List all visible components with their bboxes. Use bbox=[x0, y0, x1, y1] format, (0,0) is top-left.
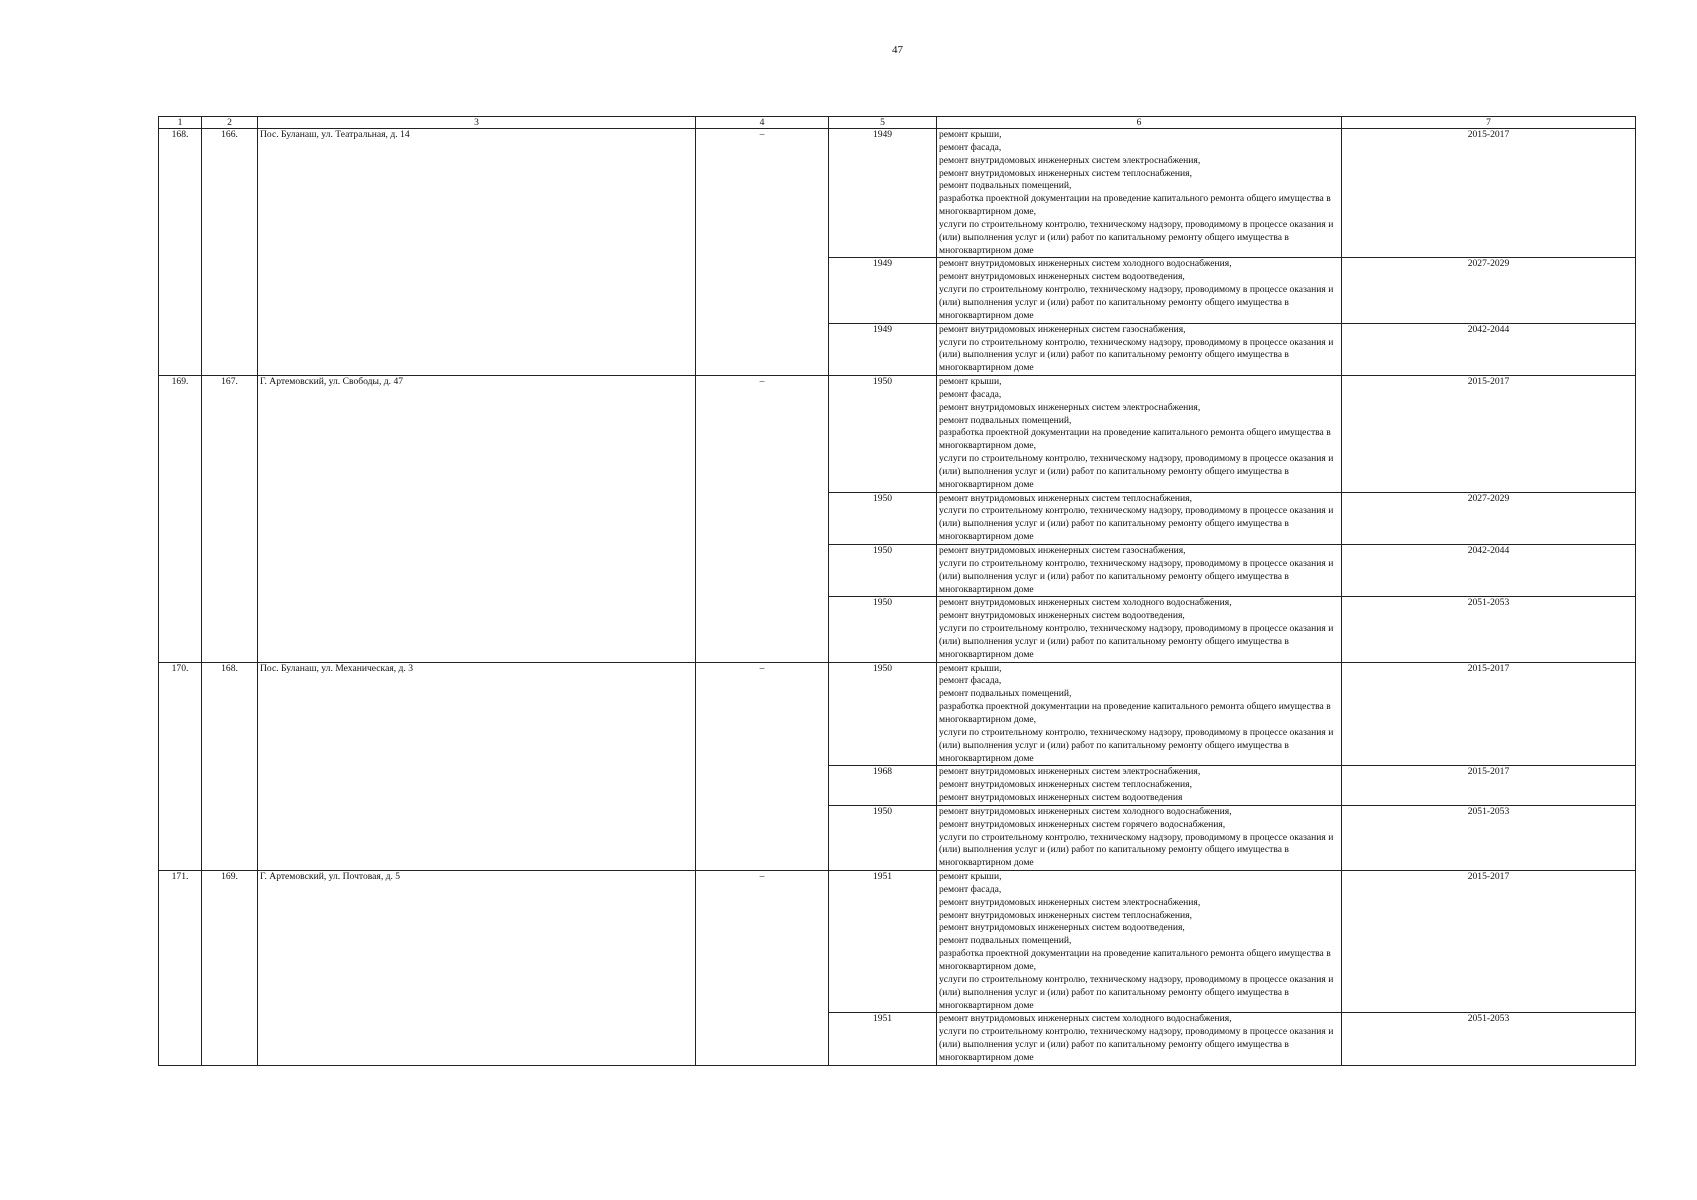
sequence-number: 166. bbox=[202, 129, 258, 376]
column-header: 3 bbox=[258, 117, 696, 129]
period-cell: 2015-2017 bbox=[1342, 376, 1636, 493]
column-header: 2 bbox=[202, 117, 258, 129]
column-header: 7 bbox=[1342, 117, 1636, 129]
period-cell: 2042-2044 bbox=[1342, 545, 1636, 597]
column-4-value: – bbox=[696, 129, 829, 376]
building-address: Г. Артемовский, ул. Свободы, д. 47 bbox=[258, 376, 696, 663]
work-list: ремонт крыши, ремонт фасада, ремонт внутридомовых инженерных систем электроснабжения, ремонт внутридомовых инженерных систем теплоснабжения, ремонт подвальных помещений, разработка проектной документации на проведение капитального ремонта общего имущества в многоквартирном доме, услуги по строительному контролю, техническому надзору, проводимому в процессе оказания и (или) выполнения услуг и (или) работ по капитальному ремонту общего имущества в многоквартирном доме bbox=[937, 129, 1342, 258]
year-cell: 1951 bbox=[829, 1013, 937, 1065]
work-list: ремонт крыши, ремонт фасада, ремонт подвальных помещений, разработка проектной документации на проведение капитального ремонта общего имущества в многоквартирном доме, услуги по строительному контролю, техническому надзору, проводимому в процессе оказания и (или) выполнения услуг и (или) работ по капитальному ремонту общего имущества в многоквартирном доме bbox=[937, 662, 1342, 766]
work-list: ремонт внутридомовых инженерных систем газоснабжения, услуги по строительному контролю, техническому надзору, проводимому в процессе оказания и (или) выполнения услуг и (или) работ по капитальному ремонту общего имущества в многоквартирном доме bbox=[937, 323, 1342, 375]
row-number: 171. bbox=[159, 871, 202, 1066]
work-list: ремонт внутридомовых инженерных систем холодного водоснабжения, ремонт внутридомовых инженерных систем водоотведения, услуги по строительному контролю, техническому надзору, проводимому в процессе оказания и (или) выполнения услуг и (или) работ по капитальному ремонту общего имущества в многоквартирном доме bbox=[937, 258, 1342, 323]
table-row bbox=[159, 129, 1636, 258]
sequence-number: 169. bbox=[202, 871, 258, 1066]
header-row bbox=[159, 117, 1636, 129]
period-cell: 2015-2017 bbox=[1342, 129, 1636, 258]
row-number: 170. bbox=[159, 662, 202, 871]
table-row bbox=[159, 662, 1636, 766]
column-4-value: – bbox=[696, 662, 829, 871]
period-cell: 2015-2017 bbox=[1342, 871, 1636, 1013]
repair-schedule-table bbox=[158, 116, 1636, 1066]
table-row bbox=[159, 871, 1636, 1013]
year-cell: 1950 bbox=[829, 492, 937, 544]
table-row bbox=[159, 376, 1636, 493]
period-cell: 2051-2053 bbox=[1342, 597, 1636, 662]
building-address: Пос. Буланаш, ул. Механическая, д. 3 bbox=[258, 662, 696, 871]
year-cell: 1951 bbox=[829, 871, 937, 1013]
column-header: 1 bbox=[159, 117, 202, 129]
column-header: 4 bbox=[696, 117, 829, 129]
sequence-number: 167. bbox=[202, 376, 258, 663]
period-cell: 2027-2029 bbox=[1342, 492, 1636, 544]
work-list: ремонт внутридомовых инженерных систем электроснабжения, ремонт внутридомовых инженерных систем теплоснабжения, ремонт внутридомовых инженерных систем водоотведения bbox=[937, 766, 1342, 806]
period-cell: 2015-2017 bbox=[1342, 662, 1636, 766]
work-list: ремонт внутридомовых инженерных систем холодного водоснабжения, услуги по строительному контролю, техническому надзору, проводимому в процессе оказания и (или) выполнения услуг и (или) работ по капитальному ремонту общего имущества в многоквартирном доме bbox=[937, 1013, 1342, 1065]
period-cell: 2051-2053 bbox=[1342, 1013, 1636, 1065]
work-list: ремонт внутридомовых инженерных систем газоснабжения, услуги по строительному контролю, техническому надзору, проводимому в процессе оказания и (или) выполнения услуг и (или) работ по капитальному ремонту общего имущества в многоквартирном доме bbox=[937, 545, 1342, 597]
year-cell: 1949 bbox=[829, 129, 937, 258]
year-cell: 1968 bbox=[829, 766, 937, 806]
building-address: Пос. Буланаш, ул. Театральная, д. 14 bbox=[258, 129, 696, 376]
work-list: ремонт внутридомовых инженерных систем теплоснабжения, услуги по строительному контролю, техническому надзору, проводимому в процессе оказания и (или) выполнения услуг и (или) работ по капитальному ремонту общего имущества в многоквартирном доме bbox=[937, 492, 1342, 544]
work-list: ремонт внутридомовых инженерных систем холодного водоснабжения, ремонт внутридомовых инженерных систем водоотведения, услуги по строительному контролю, техническому надзору, проводимому в процессе оказания и (или) выполнения услуг и (или) работ по капитальному ремонту общего имущества в многоквартирном доме bbox=[937, 597, 1342, 662]
work-list: ремонт крыши, ремонт фасада, ремонт внутридомовых инженерных систем электроснабжения, ремонт внутридомовых инженерных систем теплоснабжения, ремонт внутридомовых инженерных систем водоотведения, ремонт подвальных помещений, разработка проектной документации на проведение капитального ремонта общего имущества в многоквартирном доме, услуги по строительному контролю, техническому надзору, проводимому в процессе оказания и (или) выполнения услуг и (или) работ по капитальному ремонту общего имущества в многоквартирном доме bbox=[937, 871, 1342, 1013]
period-cell: 2027-2029 bbox=[1342, 258, 1636, 323]
work-list: ремонт внутридомовых инженерных систем холодного водоснабжения, ремонт внутридомовых инженерных систем горячего водоснабжения, услуги по строительному контролю, техническому надзору, проводимому в процессе оказания и (или) выполнения услуг и (или) работ по капитальному ремонту общего имущества в многоквартирном доме bbox=[937, 805, 1342, 870]
column-4-value: – bbox=[696, 376, 829, 663]
period-cell: 2015-2017 bbox=[1342, 766, 1636, 806]
year-cell: 1950 bbox=[829, 662, 937, 766]
year-cell: 1950 bbox=[829, 545, 937, 597]
page-number: 47 bbox=[892, 44, 903, 56]
column-header: 6 bbox=[937, 117, 1342, 129]
year-cell: 1950 bbox=[829, 805, 937, 870]
building-address: Г. Артемовский, ул. Почтовая, д. 5 bbox=[258, 871, 696, 1066]
year-cell: 1949 bbox=[829, 258, 937, 323]
period-cell: 2051-2053 bbox=[1342, 805, 1636, 870]
sequence-number: 168. bbox=[202, 662, 258, 871]
period-cell: 2042-2044 bbox=[1342, 323, 1636, 375]
row-number: 168. bbox=[159, 129, 202, 376]
row-number: 169. bbox=[159, 376, 202, 663]
work-list: ремонт крыши, ремонт фасада, ремонт внутридомовых инженерных систем электроснабжения, ремонт подвальных помещений, разработка проектной документации на проведение капитального ремонта общего имущества в многоквартирном доме, услуги по строительному контролю, техническому надзору, проводимому в процессе оказания и (или) выполнения услуг и (или) работ по капитальному ремонту общего имущества в многоквартирном доме bbox=[937, 376, 1342, 493]
year-cell: 1950 bbox=[829, 376, 937, 493]
column-4-value: – bbox=[696, 871, 829, 1066]
column-header: 5 bbox=[829, 117, 937, 129]
year-cell: 1950 bbox=[829, 597, 937, 662]
year-cell: 1949 bbox=[829, 323, 937, 375]
